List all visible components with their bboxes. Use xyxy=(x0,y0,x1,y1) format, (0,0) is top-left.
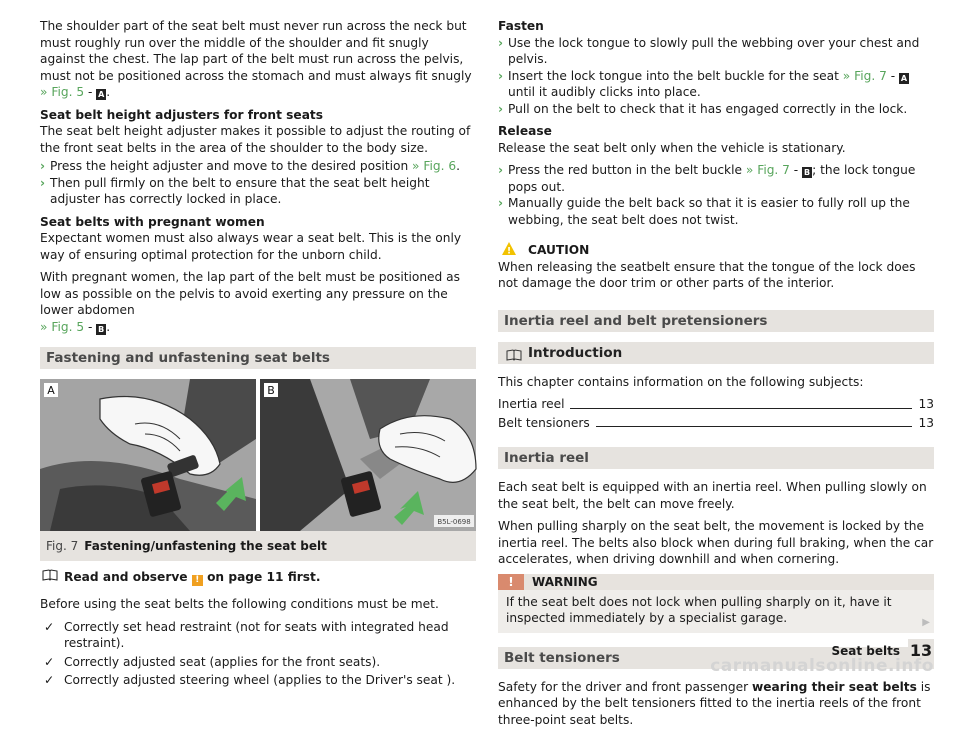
panel-label-a: A xyxy=(47,384,55,397)
introduction-bar: Introduction xyxy=(498,342,934,364)
figure-panel-a xyxy=(40,379,256,531)
book-icon xyxy=(42,569,58,586)
step-pull-belt: › Then pull firmly on the belt to ensure that the seat belt height adjuster has correctly locked in place. xyxy=(40,175,430,206)
fig-link[interactable]: » Fig. 5 xyxy=(40,319,85,334)
figure-seat-belt xyxy=(40,379,476,531)
reel-text-1: Each seat belt is equipped with an inertia reel. When pulling slowly on the seat belt, the belt can move freely. xyxy=(498,480,927,511)
release-title: Release xyxy=(498,124,552,138)
continue-arrow-icon: ▶ xyxy=(922,616,930,628)
step-press-adjuster: › Press the height adjuster and move to the desired position » Fig. 6. xyxy=(40,159,460,173)
fasten-step: › Pull on the belt to check that it has engaged correctly in the lock. xyxy=(498,101,908,116)
fasten-step: › Insert the lock tongue into the belt buckle for the seat » Fig. 7 - A until it audibly clicks into place. xyxy=(498,68,908,99)
figure-panel-b xyxy=(260,379,476,531)
watermark: carmanualsonline.info xyxy=(710,655,934,676)
section-inertia-reel: Inertia reel xyxy=(498,447,934,469)
check-item: ✓ Correctly adjusted seat (applies for the front seats). xyxy=(44,654,381,669)
warning-title: WARNING xyxy=(532,574,598,589)
read-observe-note: Read and observe ! on page 11 first. xyxy=(40,569,476,586)
height-adjuster-block: Seat belt height adjusters for front seats The seat belt height adjuster makes it possible to adjust the routing of the front seat belts in the area of the shoulder to the body size. xyxy=(40,107,471,155)
reel-text-2: When pulling sharply on the seat belt, the movement is locked by the inertia reel. The belts also block when during full braking, when the car accelerates, when driving downhill and when cornering. xyxy=(498,519,934,566)
check-item: ✓ Correctly adjusted steering wheel (applies to the Driver's seat ). xyxy=(44,673,456,687)
warning-icon: ! xyxy=(498,574,524,590)
caution-text: When releasing the seatbelt ensure that the tongue of the lock does not damage the door trim or other parts of the interior. xyxy=(498,259,916,290)
fig-link[interactable]: » Fig. 7 xyxy=(745,163,790,177)
chevron-right-icon: › xyxy=(498,101,504,116)
caution-heading: ! CAUTION xyxy=(498,242,934,259)
fasten-step: › Use the lock tongue to slowly pull the webbing over your chest and pelvis. xyxy=(498,35,920,66)
warning-box xyxy=(498,574,934,633)
warning-square-icon: ! xyxy=(192,575,203,586)
checkmark-icon: ✓ xyxy=(44,654,55,669)
key-b-icon: B xyxy=(98,324,105,334)
height-title: Seat belt height adjusters for front seats xyxy=(40,107,324,122)
figure-code: B5L-0698 xyxy=(437,518,471,526)
chevron-right-icon: › xyxy=(40,159,46,173)
fig-link[interactable]: » Fig. 5 xyxy=(40,85,85,99)
section-fastening: Fastening and unfastening seat belts xyxy=(40,347,476,369)
toc-entry[interactable]: Inertia reel 13 xyxy=(498,397,934,411)
key-a-icon: A xyxy=(98,90,105,99)
fastening-illustration xyxy=(40,379,256,531)
fig-link[interactable]: » Fig. 6 xyxy=(412,159,457,173)
panel-label-b: B xyxy=(267,384,275,397)
caution-triangle-icon xyxy=(502,242,516,260)
key-a-icon: A xyxy=(900,73,908,83)
pregnant-title: Seat belts with pregnant women xyxy=(40,214,265,229)
chevron-right-icon: › xyxy=(498,35,504,50)
section-belt-tensioners: Belt tensioners xyxy=(498,647,934,669)
checkmark-icon: ✓ xyxy=(44,673,55,687)
right-column xyxy=(498,18,934,734)
toc-entry[interactable]: Belt tensioners 13 xyxy=(498,415,934,430)
chevron-right-icon: › xyxy=(498,68,504,83)
paragraph-shoulder: The shoulder part of the seat belt must never run across the neck but must roughly run over the middle of the shoulder and fit snugly against the chest. The lap part of the belt must run across the pelvis, must not be positioned across the stomach and must always fit snugly » Fig. 5 - A . xyxy=(40,19,472,99)
release-step: › Manually guide the belt back so that it is easier to fully roll up the webbing, the seat belt does not twist. xyxy=(498,196,910,227)
warning-text: If the seat belt does not lock when pulling sharply on it, have it inspected immediately by a specialist garage. xyxy=(506,594,892,625)
checkmark-icon: ✓ xyxy=(44,619,55,634)
figure-caption: Fig. 7 Fastening/unfastening the seat belt xyxy=(40,531,476,561)
release-text: Release the seat belt only when the vehicle is stationary. xyxy=(498,140,846,155)
chevron-right-icon: › xyxy=(498,163,504,177)
release-step: › Press the red button in the belt buckle » Fig. 7 - B ; the lock tongue pops out. xyxy=(498,163,916,194)
section-inertia-pretensioners: Inertia reel and belt pretensioners xyxy=(498,310,934,332)
key-b-icon: B xyxy=(804,168,811,177)
tensioners-text: Safety for the driver and front passenger wearing their seat belts is enhanced by the belt tensioners fitted to the inertia reels of the front three-point seat belts. xyxy=(498,679,931,727)
fasten-title: Fasten xyxy=(498,19,544,33)
check-item: ✓ Correctly set head restraint (not for seats with integrated head restraint). xyxy=(44,619,449,650)
chevron-right-icon: › xyxy=(40,175,46,190)
svg-text:!: ! xyxy=(506,246,512,257)
footer-section: Seat belts xyxy=(831,643,900,658)
fig-link[interactable]: » Fig. 7 xyxy=(842,68,887,83)
intro-text: This chapter contains information on the following subjects: xyxy=(498,374,864,389)
pregnant-block: Seat belts with pregnant women Expectant women must also always wear a seat belt. This is the only way of ensuring optimal protection for the unborn child. xyxy=(40,214,462,262)
left-column xyxy=(40,18,476,691)
page-number: 13 xyxy=(908,639,934,663)
book-icon xyxy=(506,346,522,368)
chevron-right-icon: › xyxy=(498,196,504,210)
conditions-intro: Before using the seat belts the following conditions must be met. xyxy=(40,597,439,611)
pregnant-lap-para: With pregnant women, the lap part of the belt must be positioned as low as possible on the pelvis to avoid exerting any pressure on the lower abdomen » Fig. 5 - B . xyxy=(40,270,460,334)
unfastening-illustration xyxy=(260,379,476,531)
